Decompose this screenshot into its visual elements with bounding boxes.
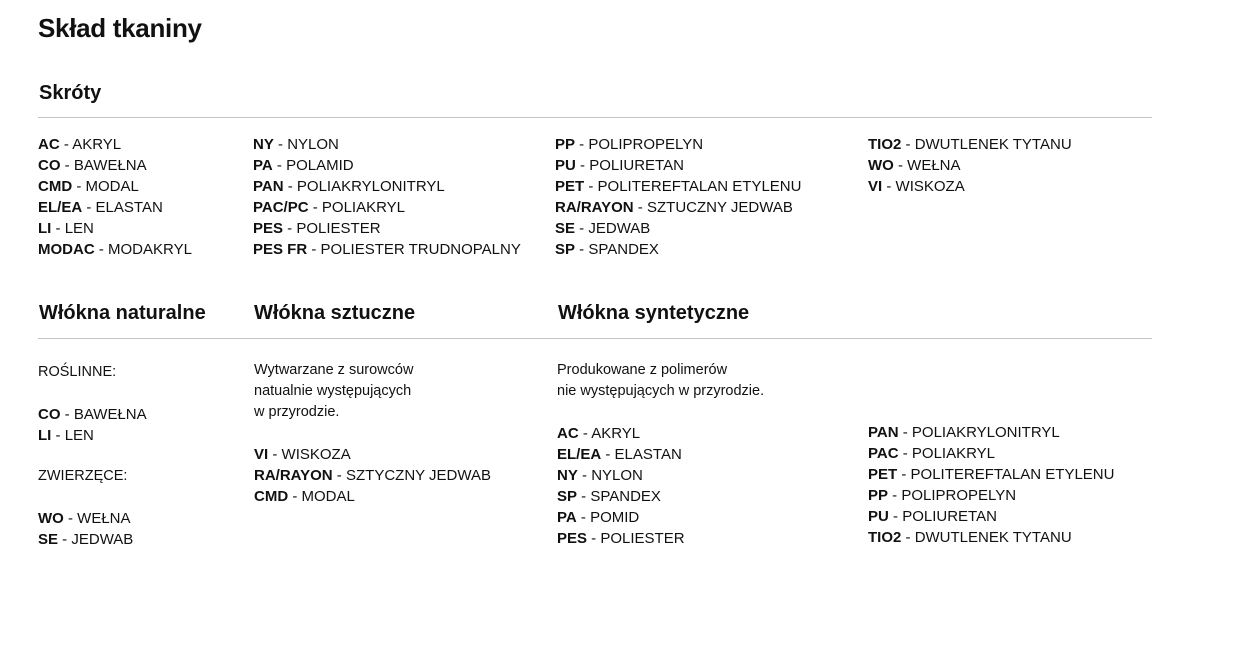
abbreviations-heading: Skróty	[39, 82, 102, 104]
fiber-code: PES	[557, 530, 588, 547]
fiber-name: WEŁNA	[77, 510, 131, 527]
fiber-code: NY	[557, 467, 578, 484]
fiber-name: JEDWAB	[588, 220, 651, 237]
fiber-name: SPANDEX	[588, 241, 659, 258]
fiber-name: POLIESTER	[600, 530, 685, 547]
fiber-code: SE	[555, 220, 576, 237]
fiber-name: POLITEREFTALAN ETYLENU	[597, 178, 802, 195]
plant-fibers-label: ROŚLINNE:	[38, 364, 117, 380]
fiber-name: AKRYL	[72, 136, 122, 153]
synthetic-fibers-heading: Włókna syntetyczne	[558, 302, 750, 324]
fiber-entry: CO - BAWEŁNA	[38, 157, 147, 174]
fiber-name: DWUTLENEK TYTANU	[914, 529, 1072, 546]
fiber-code: PAN	[253, 178, 284, 195]
fiber-entry: SP - SPANDEX	[557, 488, 661, 505]
fiber-code: PA	[253, 157, 273, 174]
fiber-code: CMD	[38, 178, 73, 195]
fiber-entry: EL/EA - ELASTAN	[557, 446, 682, 463]
fiber-code: CMD	[254, 488, 289, 505]
fiber-entry: SP - SPANDEX	[555, 241, 659, 258]
fiber-name: LEN	[64, 220, 94, 237]
fiber-entry: PP - POLIPROPELYN	[868, 487, 1017, 504]
fiber-entry: PAC - POLIAKRYL	[868, 445, 996, 462]
fiber-code: WO	[868, 157, 894, 174]
fiber-code: LI	[38, 220, 52, 237]
fiber-entry: PAC/PC - POLIAKRYL	[253, 199, 406, 216]
fiber-code: EL/EA	[38, 199, 83, 216]
fiber-entry: AC - AKRYL	[38, 136, 122, 153]
synthetic-fibers-description: Produkowane z polimerów nie występujących w przyrodzie.	[557, 362, 765, 399]
fiber-entry: LI - LEN	[38, 220, 94, 237]
fiber-name: POLIURETAN	[902, 508, 997, 525]
fiber-code: MODAC	[38, 241, 95, 258]
fiber-entry: SE - JEDWAB	[38, 531, 134, 548]
fiber-name: POLIPROPELYN	[901, 487, 1017, 504]
fiber-code: SP	[555, 241, 576, 258]
fiber-code: PAN	[868, 424, 899, 441]
fiber-code: RA/RAYON	[254, 467, 333, 484]
fiber-name: ELASTAN	[614, 446, 682, 463]
fiber-code: RA/RAYON	[555, 199, 634, 216]
abbreviations-column-2	[253, 134, 521, 260]
fiber-code: NY	[253, 136, 274, 153]
abbreviations-column-3	[555, 134, 801, 260]
fiber-code: PP	[868, 487, 889, 504]
fiber-code: WO	[38, 510, 64, 527]
fiber-entry: TIO2 - DWUTLENEK TYTANU	[868, 529, 1072, 546]
fiber-name: POLIURETAN	[589, 157, 684, 174]
fiber-name: WEŁNA	[907, 157, 961, 174]
animal-fibers-label: ZWIERZĘCE:	[38, 468, 128, 484]
fiber-name: POLIAKRYLONITRYL	[911, 424, 1060, 441]
fiber-entry: PES FR - POLIESTER TRUDNOPALNY	[253, 241, 521, 258]
fiber-code: LI	[38, 427, 52, 444]
fiber-code: PES FR	[253, 241, 308, 258]
fiber-code: VI	[868, 178, 883, 195]
fiber-code: PES	[253, 220, 284, 237]
page-title: Skład tkaniny	[38, 13, 202, 43]
fiber-code: EL/EA	[557, 446, 602, 463]
fiber-name: POLITEREFTALAN ETYLENU	[910, 466, 1115, 483]
fiber-entry: CMD - MODAL	[38, 178, 139, 195]
fiber-entry: PET - POLITEREFTALAN ETYLENU	[555, 178, 802, 195]
fiber-name: BAWEŁNA	[73, 406, 147, 423]
fiber-entry: WO - WEŁNA	[38, 510, 131, 527]
fiber-code: PU	[555, 157, 576, 174]
fiber-code: CO	[38, 157, 61, 174]
fiber-entry: TIO2 - DWUTLENEK TYTANU	[868, 136, 1072, 153]
fiber-code: PAC	[868, 445, 899, 462]
artificial-fibers-heading: Włókna sztuczne	[254, 302, 416, 324]
fiber-entry: NY - NYLON	[557, 467, 643, 484]
fiber-code: PET	[868, 466, 898, 483]
fiber-entry: PU - POLIURETAN	[555, 157, 684, 174]
fiber-name: NYLON	[591, 467, 643, 484]
fiber-name: MODAKRYL	[108, 241, 192, 258]
fiber-code: PU	[868, 508, 889, 525]
fiber-name: POLIAKRYL	[911, 445, 996, 462]
fiber-entry: PAN - POLIAKRYLONITRYL	[253, 178, 445, 195]
fiber-name: POLAMID	[286, 157, 354, 174]
fiber-name: POLIESTER	[296, 220, 381, 237]
fiber-entry: PU - POLIURETAN	[868, 508, 997, 525]
plant-fibers-list	[38, 404, 147, 446]
fiber-name: SZTYCZNY JEDWAB	[345, 467, 491, 484]
fiber-entry: PA - POLAMID	[253, 157, 354, 174]
fiber-code: AC	[557, 425, 579, 442]
synthetic-fibers-list-left	[557, 423, 685, 549]
fiber-name: SZTUCZNY JEDWAB	[646, 199, 793, 216]
fiber-code: CO	[38, 406, 61, 423]
fiber-entry: WO - WEŁNA	[868, 157, 961, 174]
fiber-code: SE	[38, 531, 59, 548]
fiber-name: SPANDEX	[590, 488, 661, 505]
fiber-entry: EL/EA - ELASTAN	[38, 199, 163, 216]
fiber-name: POMID	[590, 509, 640, 526]
fiber-name: POLIAKRYLONITRYL	[296, 178, 445, 195]
fiber-name: MODAL	[301, 488, 355, 505]
fiber-name: AKRYL	[591, 425, 641, 442]
fiber-name: POLIAKRYL	[321, 199, 406, 216]
fiber-name: LEN	[64, 427, 94, 444]
fiber-code: AC	[38, 136, 60, 153]
fiber-code: TIO2	[868, 529, 902, 546]
abbreviations-column-1	[38, 134, 192, 260]
fiber-name: MODAL	[85, 178, 139, 195]
fiber-entry: PES - POLIESTER	[557, 530, 685, 547]
fiber-entry: PAN - POLIAKRYLONITRYL	[868, 424, 1060, 441]
artificial-fibers-description: Wytwarzane z surowców natualnie występujących w przyrodzie.	[254, 362, 414, 420]
fiber-entry: NY - NYLON	[253, 136, 339, 153]
fiber-entry: SE - JEDWAB	[555, 220, 651, 237]
fiber-code: PET	[555, 178, 585, 195]
fiber-entry: VI - WISKOZA	[868, 178, 965, 195]
fiber-name: POLIPROPELYN	[588, 136, 704, 153]
fiber-name: DWUTLENEK TYTANU	[914, 136, 1072, 153]
fiber-name: WISKOZA	[895, 178, 965, 195]
fiber-entry: CMD - MODAL	[254, 488, 355, 505]
fiber-name: NYLON	[287, 136, 339, 153]
fiber-entry: CO - BAWEŁNA	[38, 406, 147, 423]
artificial-fibers-list	[254, 444, 491, 507]
abbreviations-divider	[38, 117, 1152, 118]
fiber-entry: AC - AKRYL	[557, 425, 641, 442]
fiber-code: PP	[555, 136, 576, 153]
fiber-entry: VI - WISKOZA	[254, 446, 351, 463]
fiber-entry: PP - POLIPROPELYN	[555, 136, 704, 153]
fiber-types-divider	[38, 338, 1152, 339]
fiber-name: JEDWAB	[71, 531, 134, 548]
fiber-code: VI	[254, 446, 269, 463]
fiber-entry: RA/RAYON - SZTUCZNY JEDWAB	[555, 199, 793, 216]
abbreviations-column-4	[868, 134, 1072, 197]
fiber-entry: PES - POLIESTER	[253, 220, 381, 237]
fiber-code: PA	[557, 509, 577, 526]
fiber-name: ELASTAN	[95, 199, 163, 216]
animal-fibers-list	[38, 508, 133, 550]
fiber-entry: RA/RAYON - SZTYCZNY JEDWAB	[254, 467, 491, 484]
fiber-name: POLIESTER TRUDNOPALNY	[320, 241, 521, 258]
fiber-entry: PET - POLITEREFTALAN ETYLENU	[868, 466, 1115, 483]
fiber-entry: PA - POMID	[557, 509, 640, 526]
fiber-name: BAWEŁNA	[73, 157, 147, 174]
fiber-code: TIO2	[868, 136, 902, 153]
synthetic-fibers-list-right	[868, 422, 1114, 548]
fiber-code: PAC/PC	[253, 199, 309, 216]
fiber-entry: MODAC - MODAKRYL	[38, 241, 192, 258]
fiber-name: WISKOZA	[281, 446, 351, 463]
natural-fibers-heading: Włókna naturalne	[39, 302, 206, 324]
fiber-entry: LI - LEN	[38, 427, 94, 444]
fiber-code: SP	[557, 488, 578, 505]
